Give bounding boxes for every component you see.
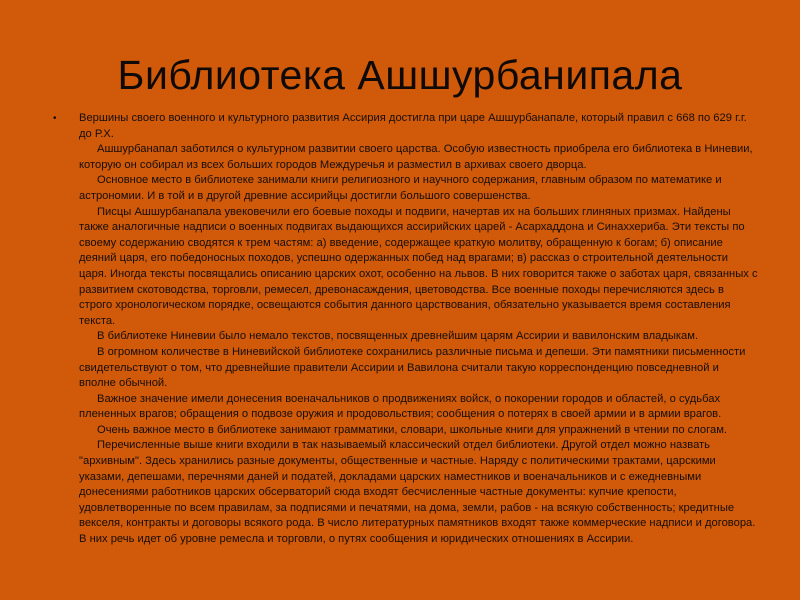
paragraph-scribes: Писцы Ашшурбанапала увековечили его боевые походы и подвиги, начертав их на больших глиняных призмах. Найдены также аналогичные надписи о военных подвигах выдающихся ассирийских царей - Асархаддона и Синаххериба. Эти тексты по своему содержанию сводятся к трем частям: а) введение, содержащее краткую молитву, обращенную к богам; б) описание деяний царя, его победоносных походов, успешно одержанных побед над врагами; в) рассказ о строительной деятельности царя. Иногда тексты посвящались описанию царских охот, особенно на львов. В них говорится также о заботах царя, связанных с развитием скотоводства, торговли, ремесел, древонасаждения, цветоводства. Все военные походы перечисляются здесь в строго хронологическом порядке, освещаются события данного царствования, обязательно указывается время составления текста. xyxy=(79,205,758,327)
paragraph-letters: В огромном количестве в Ниневийской библиотеке сохранились различные письма и депеши. Эти памятники письменности свидетельствуют о том, что древнейшие правители Ассирии и Вавилона считали такую корреспонденцию повседневной и вполне обычной. xyxy=(79,345,746,390)
bullet-item xyxy=(53,111,758,548)
paragraph-culture: Ашшурбанапал заботился о культурном развитии своего царства. Особую известность приобрела его библиотека в Ниневии, которую он собирал из всех больших городов Междуречья и разместил в архивах своего дворца. xyxy=(79,143,753,171)
paragraph-reports: Важное значение имели донесения военачальников о продвижениях войск, о покорении городов и областей, о судьбах плененных врагов; обращения о подвозе оружия и продовольствия; сообщения о потерях в своей армии и в армии врагов. xyxy=(79,392,722,421)
body-text xyxy=(79,111,758,548)
slide-title: Библиотека Ашшурбанипала xyxy=(117,52,683,98)
slide-body xyxy=(53,111,758,548)
paragraph-grammars: Очень важное место в библиотеке занимают грамматики, словари, школьные книги для упражнений в чтении по слогам. xyxy=(97,423,727,436)
bullet-icon: • xyxy=(53,113,57,124)
paragraph-intro: Вершины своего военного и культурного развития Ассирия достигла при царе Ашшурбанапале, который правил с 668 по 629 г.г. до Р.Х. xyxy=(79,112,747,140)
paragraph-archive: Перечисленные выше книги входили в так называемый классический отдел библиотеки. Другой отдел можно назвать "архивным". Здесь хранились разные документы, общественные и частные. Наряду с политическими трактами, царскими указами, депешами, перечнями даней и податей, докладами царских наместников и военачальников и с ежедневными донесениями работников царских обсерваторий сюда входят бесчисленные частные документы: купчие крепости, удовлетворенные по всем правилам, за подписями и печатями, на дома, земли, рабов - на всякую собственность; кредитные векселя, контракты и договоры всякого рода. В число литературных памятников входят также коммерческие надписи и договора. В них речь идет об уровне ремесла и торговли, о путях сообщения и юридических отношениях в Ассирии. xyxy=(79,439,756,546)
paragraph-books: Основное место в библиотеке занимали книги религиозного и научного содержания, главным образом по математике и астрономии. И в той и в другой древние ассирийцы достигли большого совершенства. xyxy=(79,174,722,202)
paragraph-ancient-kings: В библиотеке Ниневии было немало текстов, посвященных древнейшим царям Ассирии и вавилонским владыкам. xyxy=(97,330,699,343)
